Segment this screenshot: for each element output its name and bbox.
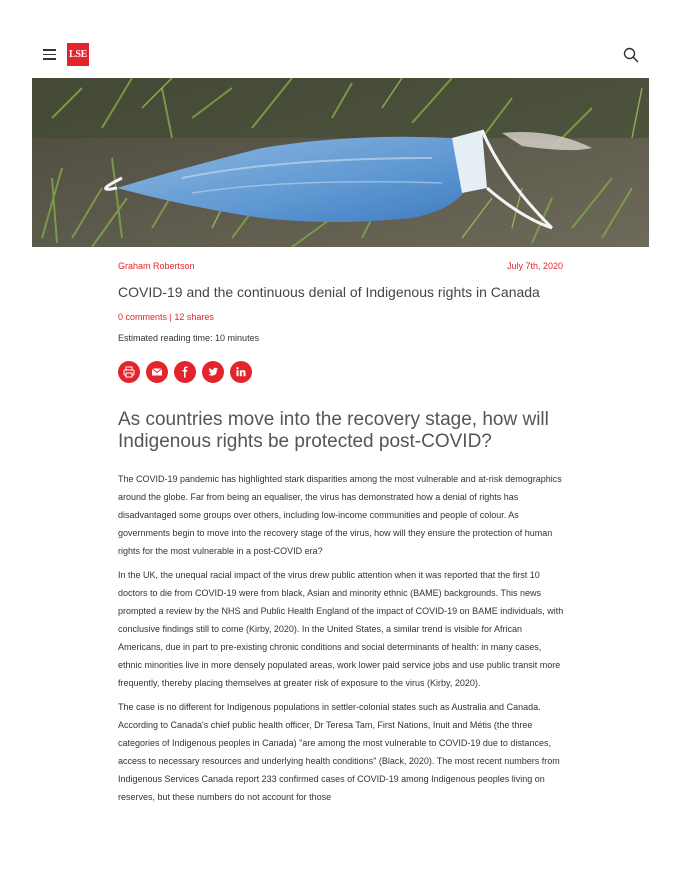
site-header [32,40,649,70]
article-stats [118,312,214,322]
article-standfirst: As countries move into the recovery stage, how will Indigenous rights be protected post-COVID? [118,409,549,452]
comments-link[interactable]: 0 comments [118,312,168,322]
print-icon[interactable] [118,361,140,383]
stats-separator: | [167,312,175,322]
hero-image [32,78,649,247]
reading-time: Estimated reading time: 10 minutes [118,333,260,343]
search-icon[interactable] [623,47,639,63]
body-paragraph: In the UK, the unequal racial impact of the virus drew public attention when it was reported that the first 10 doctors to die from COVID-19 were from black, Asian and minority ethnic (BAME) backgrounds. This news prompted a review by the NHS and Public Health England of the impact of COVID-19 on BAME individuals, with conclusive findings still to come (Kirby, 2020). In the United States, a similar trend is visible for African Americans, due in part to pre-existing chronic conditions and social determinants of health: in many cases, ethnic minorities live in more densely populated areas, work lower paid service jobs and use public transit more frequently, thereby placing themselves at greater risk of exposure to the virus (Kirby, 2020). [118,570,564,688]
article-meta [118,261,563,275]
publish-date: July 7th, 2020 [506,261,563,271]
body-paragraph: The COVID-19 pandemic has highlighted stark disparities among the most vulnerable and at-risk demographics around the globe. Far from being an equaliser, the virus has demonstrated how a denial of rights has disadvantaged some groups over others, including low-income communities and people of colour. As governments begin to move into the recovery stage of the virus, how will they ensure the protection of human rights for the most vulnerable in a post-COVID era? [118,474,562,556]
twitter-icon[interactable] [202,361,224,383]
share-bar [118,361,252,383]
linkedin-icon[interactable] [230,361,252,383]
body-paragraph: The case is no different for Indigenous populations in settler-colonial states such as Australia and Canada. According to Canada's chief public health officer, Dr Teresa Tam, First Nations, Inuit and Métis (the three categories of Indigenous peoples in Canada) "are among the most vulnerable to COVID-19 due to distances, access to necessary resources and underlying health conditions" (Black, 2020). The most recent numbers from Indigenous Services Canada report 233 confirmed cases of COVID-19 among Indigenous peoples living on reserves, but these numbers do not account for those [118,702,560,802]
lse-logo[interactable]: LSE [67,43,89,66]
article-body [118,470,564,812]
hamburger-icon[interactable] [43,49,56,60]
author-link[interactable]: Graham Robertson [118,261,195,271]
email-icon[interactable] [146,361,168,383]
shares-count: 12 shares [174,312,214,322]
facebook-icon[interactable] [174,361,196,383]
article-title: COVID-19 and the continuous denial of Indigenous rights in Canada [118,284,540,300]
